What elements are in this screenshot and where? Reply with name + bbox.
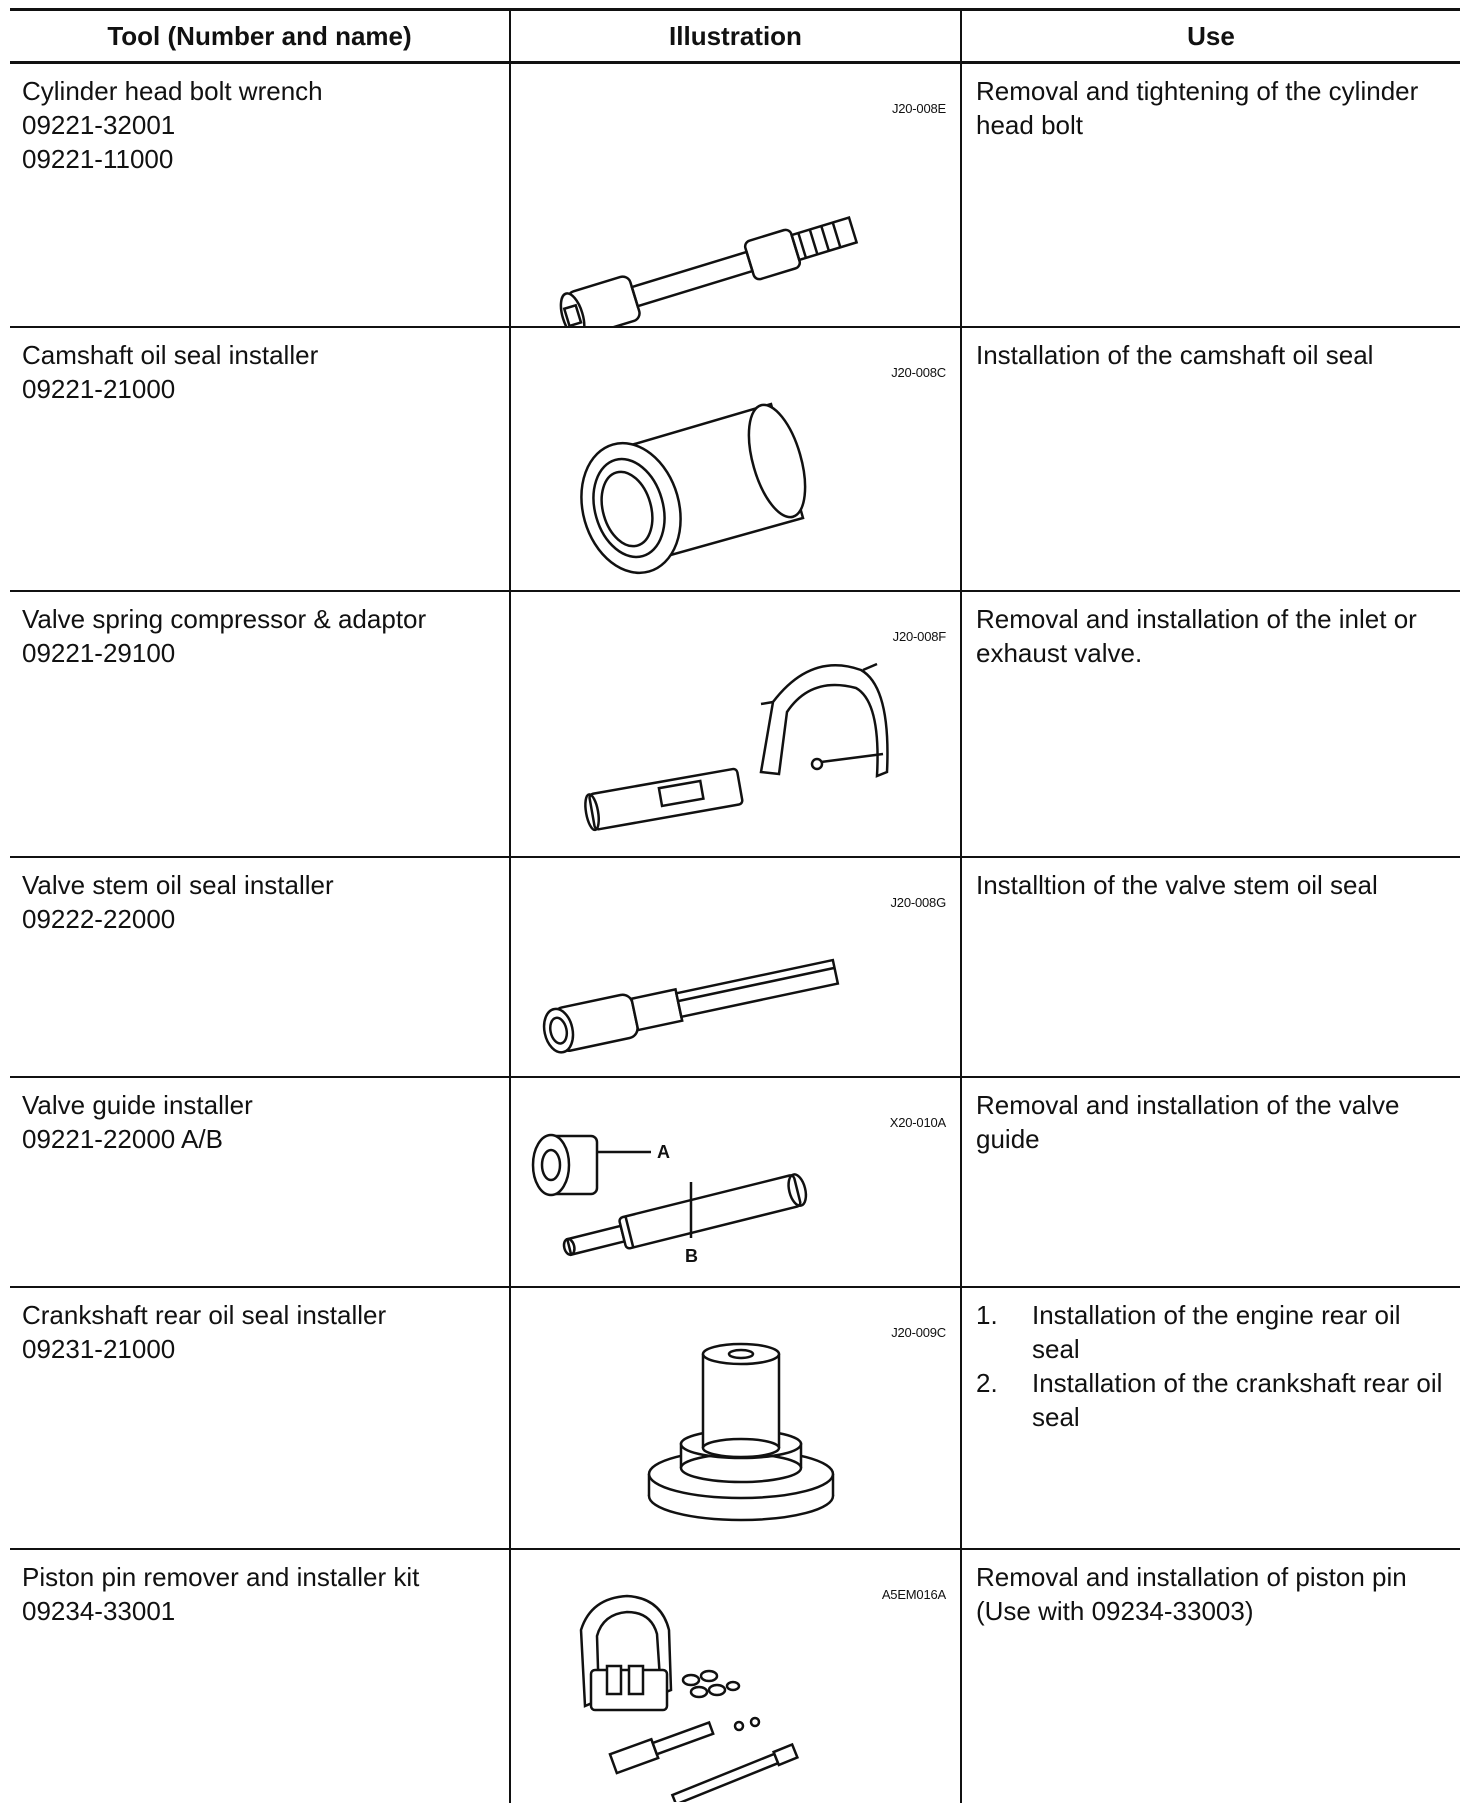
list-item: 1. Installation of the engine rear oil seal (976, 1299, 1401, 1364)
use-cell: Removal and installation of the inlet or exhaust valve. (961, 591, 1460, 857)
table-row (10, 591, 1460, 857)
table-row (10, 63, 1460, 327)
label-b: B (685, 1245, 698, 1266)
tool-name: Valve spring compressor & adaptor (22, 603, 427, 634)
list-item: 2. Installation of the crankshaft rear oil seal (976, 1367, 1443, 1432)
spring-compressor-illustration (511, 592, 960, 856)
use-list (976, 1298, 1452, 1434)
tool-cell (10, 1549, 510, 1803)
tool-cell (10, 857, 510, 1077)
tool-cell (10, 1077, 510, 1287)
tool-number: 09222-22000 (22, 903, 176, 934)
tool-name: Camshaft oil seal installer (22, 339, 319, 370)
special-tools-table (10, 8, 1460, 1803)
stem-seal-installer-illustration (511, 858, 960, 1076)
tool-cell (10, 63, 510, 327)
figure-code: J20-008G (890, 894, 946, 910)
table-row (10, 1549, 1460, 1803)
use-cell: Installation of the camshaft oil seal (961, 327, 1460, 591)
tool-name: Valve stem oil seal installer (22, 869, 334, 900)
use-cell (961, 1287, 1460, 1549)
piston-pin-kit-illustration (511, 1550, 960, 1802)
illustration-cell (510, 1077, 961, 1287)
figure-code: A5EM016A (881, 1586, 946, 1602)
use-cell: Installtion of the valve stem oil seal (961, 857, 1460, 1077)
figure-code: J20-009C (891, 1324, 946, 1340)
valve-guide-installer-illustration (511, 1078, 960, 1286)
illustration-cell (510, 591, 961, 857)
tool-number: 09221-29100 (22, 637, 176, 668)
rear-seal-installer-illustration (511, 1288, 960, 1548)
use-cell: Removal and installation of the valve guide (961, 1077, 1460, 1287)
tool-name: Valve guide installer (22, 1089, 253, 1120)
header-illustration: Illustration (510, 10, 961, 63)
tool-number: 09221-32001 (22, 110, 176, 140)
table-row (10, 1077, 1460, 1287)
header-tool: Tool (Number and name) (10, 10, 510, 63)
table-row (10, 857, 1460, 1077)
seal-installer-illustration (511, 328, 960, 590)
illustration-cell (510, 1287, 961, 1549)
table-row (10, 1287, 1460, 1549)
tool-number: 09234-33001 (22, 1595, 176, 1626)
header-use: Use (961, 10, 1460, 63)
tool-cell (10, 327, 510, 591)
figure-code: J20-008C (891, 364, 946, 380)
use-cell: Removal and installation of piston pin (Use with 09234-33003) (961, 1549, 1460, 1803)
use-cell: Removal and tightening of the cylinder head bolt (961, 63, 1460, 327)
tool-name: Crankshaft rear oil seal installer (22, 1299, 387, 1330)
label-a: A (657, 1141, 670, 1162)
illustration-cell (510, 63, 961, 327)
table-row (10, 327, 1460, 591)
illustration-cell (510, 1549, 961, 1803)
tool-name: Cylinder head bolt wrench (22, 76, 323, 106)
tool-cell (10, 591, 510, 857)
figure-code: J20-008F (892, 628, 946, 644)
tool-number: 09231-21000 (22, 1333, 176, 1364)
tool-cell (10, 1287, 510, 1549)
tool-name: Piston pin remover and installer kit (22, 1561, 420, 1592)
bolt-wrench-illustration (511, 64, 960, 326)
tool-number: 09221-21000 (22, 373, 176, 404)
illustration-cell (510, 327, 961, 591)
figure-code: X20-010A (889, 1114, 946, 1130)
header-row (10, 10, 1460, 63)
figure-code: J20-008E (891, 101, 946, 116)
tool-number: 09221-22000 A/B (22, 1123, 223, 1154)
tool-number: 09221-11000 (22, 144, 174, 174)
illustration-cell (510, 857, 961, 1077)
